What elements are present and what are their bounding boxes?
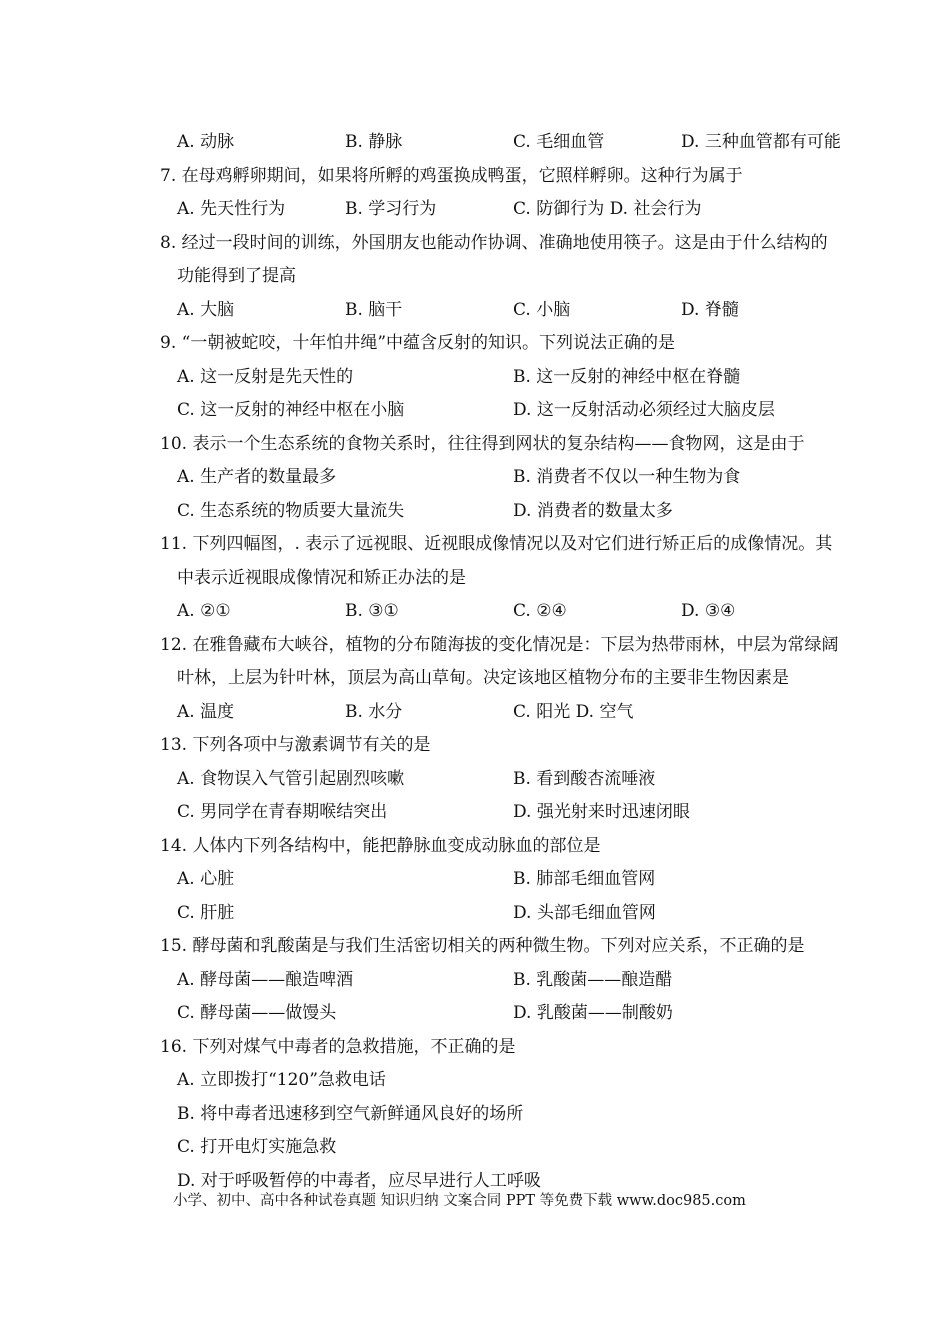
option-b: B. 静脉 bbox=[345, 132, 403, 152]
option-b: B. 这一反射的神经中枢在脊髓 bbox=[513, 366, 741, 387]
option-c: C. ②④ bbox=[513, 601, 567, 621]
option-a: A. 动脉 bbox=[177, 132, 235, 152]
question-stem: 11. 下列四幅图，. 表示了远视眼、近视眼成像情况以及对它们进行矫正后的成像情况。其 bbox=[160, 534, 833, 554]
option-c: C. 打开电灯实施急救 bbox=[177, 1137, 337, 1157]
question-stem-continued: 功能得到了提高 bbox=[177, 266, 296, 286]
option-d: D. 三种血管都有可能 bbox=[681, 132, 841, 152]
options-row bbox=[160, 863, 870, 897]
option-d: D. 这一反射活动必须经过大脑皮层 bbox=[513, 400, 775, 420]
question-8 bbox=[160, 227, 870, 328]
option-d: D. 头部毛细血管网 bbox=[513, 902, 656, 923]
option-a: A. 先天性行为 bbox=[177, 199, 286, 219]
option-d: D. ③④ bbox=[681, 601, 736, 621]
question-stem: 12. 在雅鲁藏布大峡谷，植物的分布随海拔的变化情况是：下层为热带雨林，中层为常绿阔 bbox=[160, 634, 839, 655]
options-row bbox=[160, 595, 870, 629]
option-a: A. 这一反射是先天性的 bbox=[177, 366, 354, 387]
question-stem: 9. “一朝被蛇咬，十年怕井绳”中蕴含反射的知识。下列说法正确的是 bbox=[160, 333, 676, 353]
question-13 bbox=[160, 729, 870, 830]
options-row bbox=[160, 763, 870, 797]
option-c: C. 小脑 bbox=[513, 299, 571, 320]
option-a: A. ②① bbox=[177, 601, 231, 621]
option-d: D. 强光射来时迅速闭眼 bbox=[513, 802, 690, 822]
options-row bbox=[160, 126, 870, 160]
option-c: C. 生态系统的物质要大量流失 bbox=[177, 500, 405, 521]
options-row bbox=[160, 964, 870, 998]
option-d: D. 乳酸菌——制酸奶 bbox=[513, 1003, 673, 1023]
question-stem: 16. 下列对煤气中毒者的急救措施，不正确的是 bbox=[160, 1036, 516, 1057]
option-b: B. 将中毒者迅速移到空气新鲜通风良好的场所 bbox=[177, 1103, 524, 1124]
question-stem: 7. 在母鸡孵卵期间，如果将所孵的鸡蛋换成鸭蛋，它照样孵卵。这种行为属于 bbox=[160, 165, 743, 186]
options-row bbox=[160, 361, 870, 395]
question-7 bbox=[160, 160, 870, 227]
option-a: A. 食物误入气管引起剧烈咳嗽 bbox=[177, 768, 405, 789]
option-c: C. 肝脏 bbox=[177, 902, 235, 923]
option-b: B. 学习行为 bbox=[345, 199, 437, 219]
option-b: B. 水分 bbox=[345, 701, 403, 722]
option-a: A. 酵母菌——酿造啤酒 bbox=[177, 969, 354, 990]
option-c: C. 酵母菌——做馒头 bbox=[177, 1003, 337, 1023]
option-a: A. 生产者的数量最多 bbox=[177, 467, 337, 487]
option-b: B. 肺部毛细血管网 bbox=[513, 869, 656, 889]
option-a: A. 立即拨打“120”急救电话 bbox=[177, 1070, 386, 1090]
options-row bbox=[160, 294, 870, 328]
options-row bbox=[160, 495, 870, 529]
option-c: C. 防御行为 D. 社会行为 bbox=[513, 199, 702, 219]
question-6 bbox=[160, 126, 870, 160]
option-c: C. 阳光 D. 空气 bbox=[513, 701, 634, 722]
question-stem: 8. 经过一段时间的训练，外国朋友也能动作协调、准确地使用筷子。这是由于什么结构的 bbox=[160, 232, 828, 253]
option-d: D. 消费者的数量太多 bbox=[513, 500, 673, 521]
question-stem-continued: 叶林，上层为针叶林，顶层为高山草甸。决定该地区植物分布的主要非生物因素是 bbox=[177, 668, 789, 688]
options-row bbox=[160, 897, 870, 931]
option-a: A. 大脑 bbox=[177, 299, 235, 320]
options-row bbox=[160, 193, 870, 227]
options-row bbox=[160, 796, 870, 830]
question-15 bbox=[160, 930, 870, 1031]
option-d: D. 对于呼吸暂停的中毒者，应尽早进行人工呼吸 bbox=[177, 1170, 541, 1191]
options-row bbox=[160, 997, 870, 1031]
question-stem: 14. 人体内下列各结构中，能把静脉血变成动脉血的部位是 bbox=[160, 835, 601, 856]
question-14 bbox=[160, 830, 870, 931]
option-c: C. 毛细血管 bbox=[513, 132, 605, 152]
question-stem: 15. 酵母菌和乳酸菌是与我们生活密切相关的两种微生物。下列对应关系，不正确的是 bbox=[160, 936, 805, 956]
option-c: C. 这一反射的神经中枢在小脑 bbox=[177, 400, 405, 420]
question-16 bbox=[160, 1031, 870, 1199]
option-d: D. 脊髓 bbox=[681, 299, 739, 320]
question-stem: 13. 下列各项中与激素调节有关的是 bbox=[160, 735, 431, 755]
option-b: B. 脑干 bbox=[345, 299, 403, 320]
option-a: A. 温度 bbox=[177, 701, 235, 722]
question-stem: 10. 表示一个生态系统的食物关系时，往往得到网状的复杂结构——食物网，这是由于 bbox=[160, 433, 805, 454]
question-10 bbox=[160, 428, 870, 529]
question-12 bbox=[160, 629, 870, 730]
option-b: B. ③① bbox=[345, 601, 399, 621]
option-b: B. 看到酸杏流唾液 bbox=[513, 768, 656, 789]
options-row bbox=[160, 394, 870, 428]
footer-watermark-text: 小学、初中、高中各种试卷真题 知识归纳 文案合同 PPT 等免费下载 www.doc985.com bbox=[173, 1193, 746, 1209]
option-b: B. 消费者不仅以一种生物为食 bbox=[513, 467, 741, 487]
question-stem-continued: 中表示近视眼成像情况和矫正办法的是 bbox=[177, 567, 466, 588]
option-a: A. 心脏 bbox=[177, 869, 235, 889]
option-b: B. 乳酸菌——酿造醋 bbox=[513, 969, 673, 990]
question-9 bbox=[160, 327, 870, 428]
question-11 bbox=[160, 528, 870, 629]
question-list bbox=[160, 126, 870, 1198]
options-row bbox=[160, 696, 870, 730]
options-row bbox=[160, 461, 870, 495]
option-c: C. 男同学在青春期喉结突出 bbox=[177, 802, 388, 822]
